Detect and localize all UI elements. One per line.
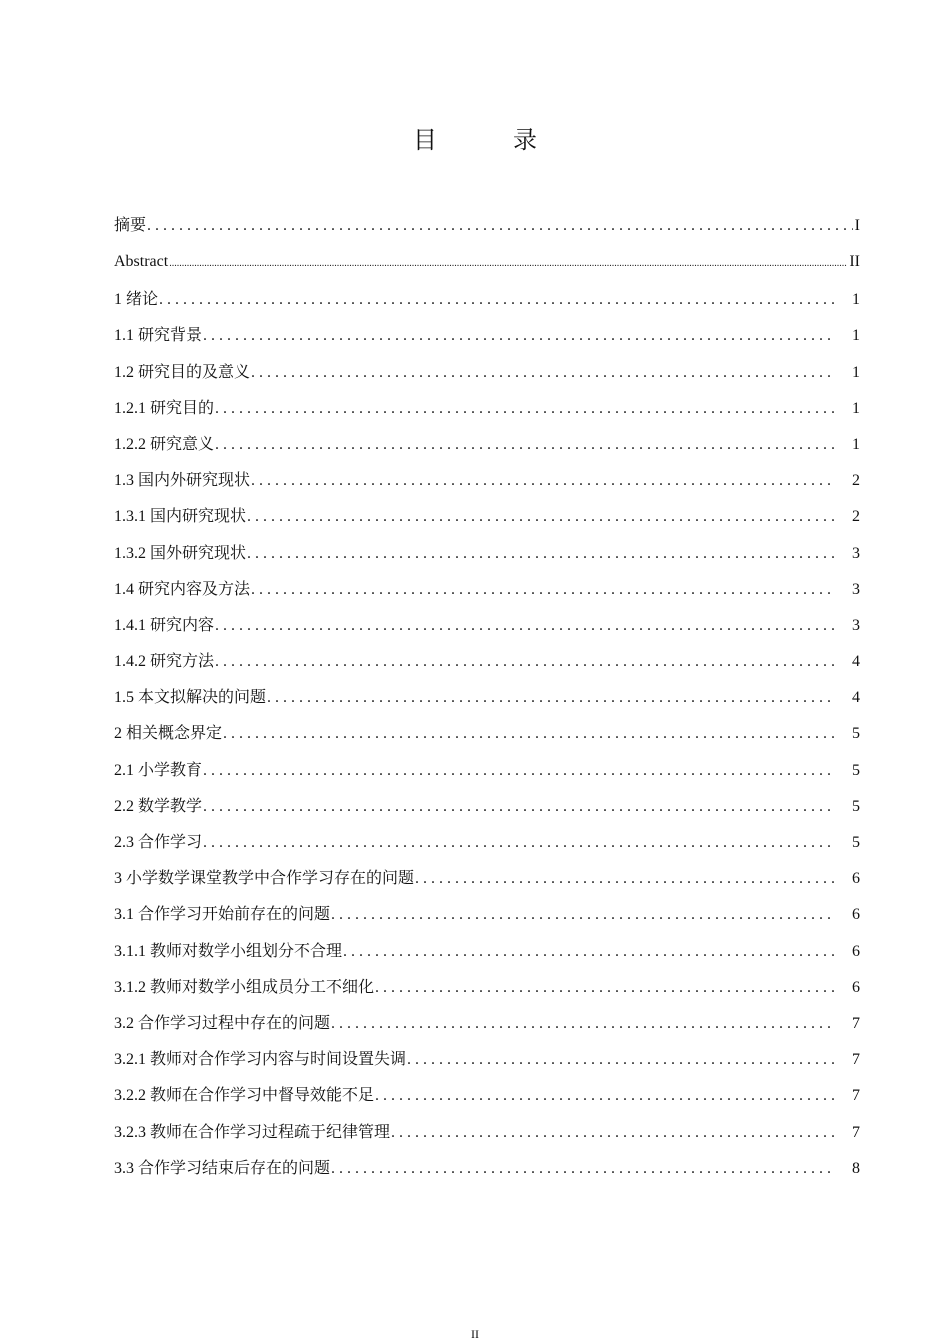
- toc-entry[interactable]: [114, 536, 860, 572]
- toc-entry-page: 4: [852, 689, 860, 707]
- toc-entry-page: 8: [852, 1159, 860, 1177]
- toc-entry-label: 2.2 数学教学: [114, 797, 203, 815]
- toc-entry[interactable]: [114, 861, 860, 897]
- toc-entry-label: 3.1 合作学习开始前存在的问题: [114, 906, 331, 924]
- toc-entry-label: 1.2.2 研究意义: [114, 435, 215, 453]
- toc-dot-leader: [223, 716, 834, 752]
- toc-entry[interactable]: [114, 499, 860, 535]
- toc-entry-page: 5: [852, 725, 860, 743]
- toc-dot-leader: [375, 970, 834, 1006]
- toc-entry-label: 3.2.2 教师在合作学习中督导效能不足: [114, 1087, 375, 1105]
- toc-entry[interactable]: [114, 1151, 860, 1187]
- toc-entry-label: 1.4.2 研究方法: [114, 653, 215, 671]
- page-title: 目 录: [413, 126, 563, 154]
- toc-entry-label: 3.1.1 教师对数学小组划分不合理: [114, 942, 343, 960]
- toc-entry[interactable]: [114, 789, 860, 825]
- toc-entry[interactable]: [114, 608, 860, 644]
- toc-entry[interactable]: [114, 897, 860, 933]
- toc-entry-page: 5: [852, 761, 860, 779]
- toc-dot-leader: [251, 355, 834, 391]
- toc-dot-leader: [147, 208, 853, 244]
- toc-dot-leader: [203, 789, 834, 825]
- toc-dot-leader: [215, 644, 834, 680]
- toc-dot-leader: [159, 282, 834, 318]
- toc-entry[interactable]: [114, 934, 860, 970]
- toc-dot-leader: [267, 680, 834, 716]
- toc-entry-page: 6: [852, 870, 860, 888]
- toc-entry-label: 1.1 研究背景: [114, 327, 203, 345]
- toc-dot-leader: [215, 427, 834, 463]
- toc-entry[interactable]: [114, 1115, 860, 1151]
- toc-dot-leader: [247, 499, 834, 535]
- toc-dot-leader: [215, 391, 834, 427]
- page-number: II: [471, 1327, 479, 1341]
- toc-dot-leader: [375, 1078, 834, 1114]
- toc-entry-label: 1.2 研究目的及意义: [114, 363, 251, 381]
- toc-dot-leader: [203, 753, 834, 789]
- toc-dot-leader: [247, 536, 834, 572]
- toc-entry-page: 5: [852, 834, 860, 851]
- toc-entry-page: 3: [852, 544, 860, 562]
- toc-entry-label: 2.3 合作学习: [114, 834, 203, 851]
- toc-dot-leader: [407, 1042, 834, 1078]
- toc-entry[interactable]: [114, 825, 860, 861]
- toc-entry-page: II: [849, 253, 860, 271]
- toc-dot-leader: [169, 244, 847, 282]
- toc-entry-label: 3 小学数学课堂教学中合作学习存在的问题: [114, 870, 415, 888]
- toc-entry[interactable]: [114, 970, 860, 1006]
- toc-entry[interactable]: [114, 391, 860, 427]
- toc-entry-label: 2 相关概念界定: [114, 725, 223, 743]
- toc-entry[interactable]: [114, 318, 860, 354]
- toc-entry-page: 7: [852, 1051, 860, 1069]
- toc-dot-leader: [343, 934, 834, 970]
- toc-entry-page: 5: [852, 797, 860, 815]
- toc-dot-leader: [415, 861, 834, 897]
- toc-entry-label: 1.3.1 国内研究现状: [114, 508, 247, 526]
- toc-entry-page: 1: [852, 399, 860, 417]
- toc-entry[interactable]: [114, 282, 860, 318]
- toc-entry[interactable]: [114, 680, 860, 716]
- toc-entry[interactable]: [114, 1006, 860, 1042]
- toc-dot-leader: [203, 318, 834, 354]
- toc-dot-leader: [331, 897, 834, 933]
- toc-entry-label: 3.3 合作学习结束后存在的问题: [114, 1159, 331, 1177]
- toc-entry-page: 7: [852, 1014, 860, 1032]
- toc-entry[interactable]: [114, 572, 860, 608]
- table-of-contents: [114, 208, 860, 1187]
- toc-entry-page: 1: [852, 327, 860, 345]
- toc-entry-page: 7: [852, 1123, 860, 1141]
- toc-dot-leader: [391, 1115, 834, 1151]
- toc-entry-label: 摘要: [114, 217, 147, 234]
- toc-entry-page: 7: [852, 1087, 860, 1105]
- toc-dot-leader: [251, 463, 834, 499]
- toc-entry[interactable]: [114, 427, 860, 463]
- toc-entry-page: 2: [852, 508, 860, 526]
- toc-entry-label: 2.1 小学教育: [114, 761, 203, 779]
- toc-entry-page: 3: [852, 616, 860, 634]
- toc-entry-page: 2: [852, 472, 860, 490]
- toc-entry-label: 3.2.1 教师对合作学习内容与时间设置失调: [114, 1051, 407, 1069]
- toc-dot-leader: [331, 1151, 834, 1187]
- toc-entry-label: 3.1.2 教师对数学小组成员分工不细化: [114, 978, 375, 996]
- toc-entry-page: 6: [852, 906, 860, 924]
- toc-entry-label: 3.2 合作学习过程中存在的问题: [114, 1014, 331, 1032]
- toc-entry-page: I: [854, 217, 860, 234]
- toc-entry-page: 1: [852, 363, 860, 381]
- toc-entry-label: 1.4.1 研究内容: [114, 616, 215, 634]
- toc-entry-page: 6: [852, 978, 860, 996]
- toc-entry[interactable]: [114, 244, 860, 282]
- toc-entry[interactable]: [114, 463, 860, 499]
- toc-entry-label: 1.3 国内外研究现状: [114, 472, 251, 490]
- toc-entry[interactable]: [114, 644, 860, 680]
- toc-dot-leader: [203, 825, 834, 861]
- toc-entry-page: 1: [852, 291, 860, 309]
- toc-entry-page: 1: [852, 435, 860, 453]
- toc-entry[interactable]: [114, 1042, 860, 1078]
- toc-entry-label: 1.2.1 研究目的: [114, 399, 215, 417]
- toc-entry-page: 6: [852, 942, 860, 960]
- toc-entry-label: 1.5 本文拟解决的问题: [114, 689, 267, 707]
- toc-entry-label: 1.4 研究内容及方法: [114, 580, 251, 598]
- toc-entry-page: 3: [852, 580, 860, 598]
- toc-entry[interactable]: [114, 208, 860, 244]
- toc-dot-leader: [215, 608, 834, 644]
- toc-entry-label: 1.3.2 国外研究现状: [114, 544, 247, 562]
- toc-entry-label: 1 绪论: [114, 291, 159, 309]
- toc-dot-leader: [251, 572, 834, 608]
- toc-entry-label: 3.2.3 教师在合作学习过程疏于纪律管理: [114, 1123, 391, 1141]
- toc-dot-leader: [331, 1006, 834, 1042]
- toc-entry-page: 4: [852, 653, 860, 671]
- toc-entry-label: Abstract: [114, 253, 169, 271]
- toc-entry[interactable]: [114, 716, 860, 752]
- toc-entry[interactable]: [114, 753, 860, 789]
- toc-entry[interactable]: [114, 1078, 860, 1114]
- toc-entry[interactable]: [114, 355, 860, 391]
